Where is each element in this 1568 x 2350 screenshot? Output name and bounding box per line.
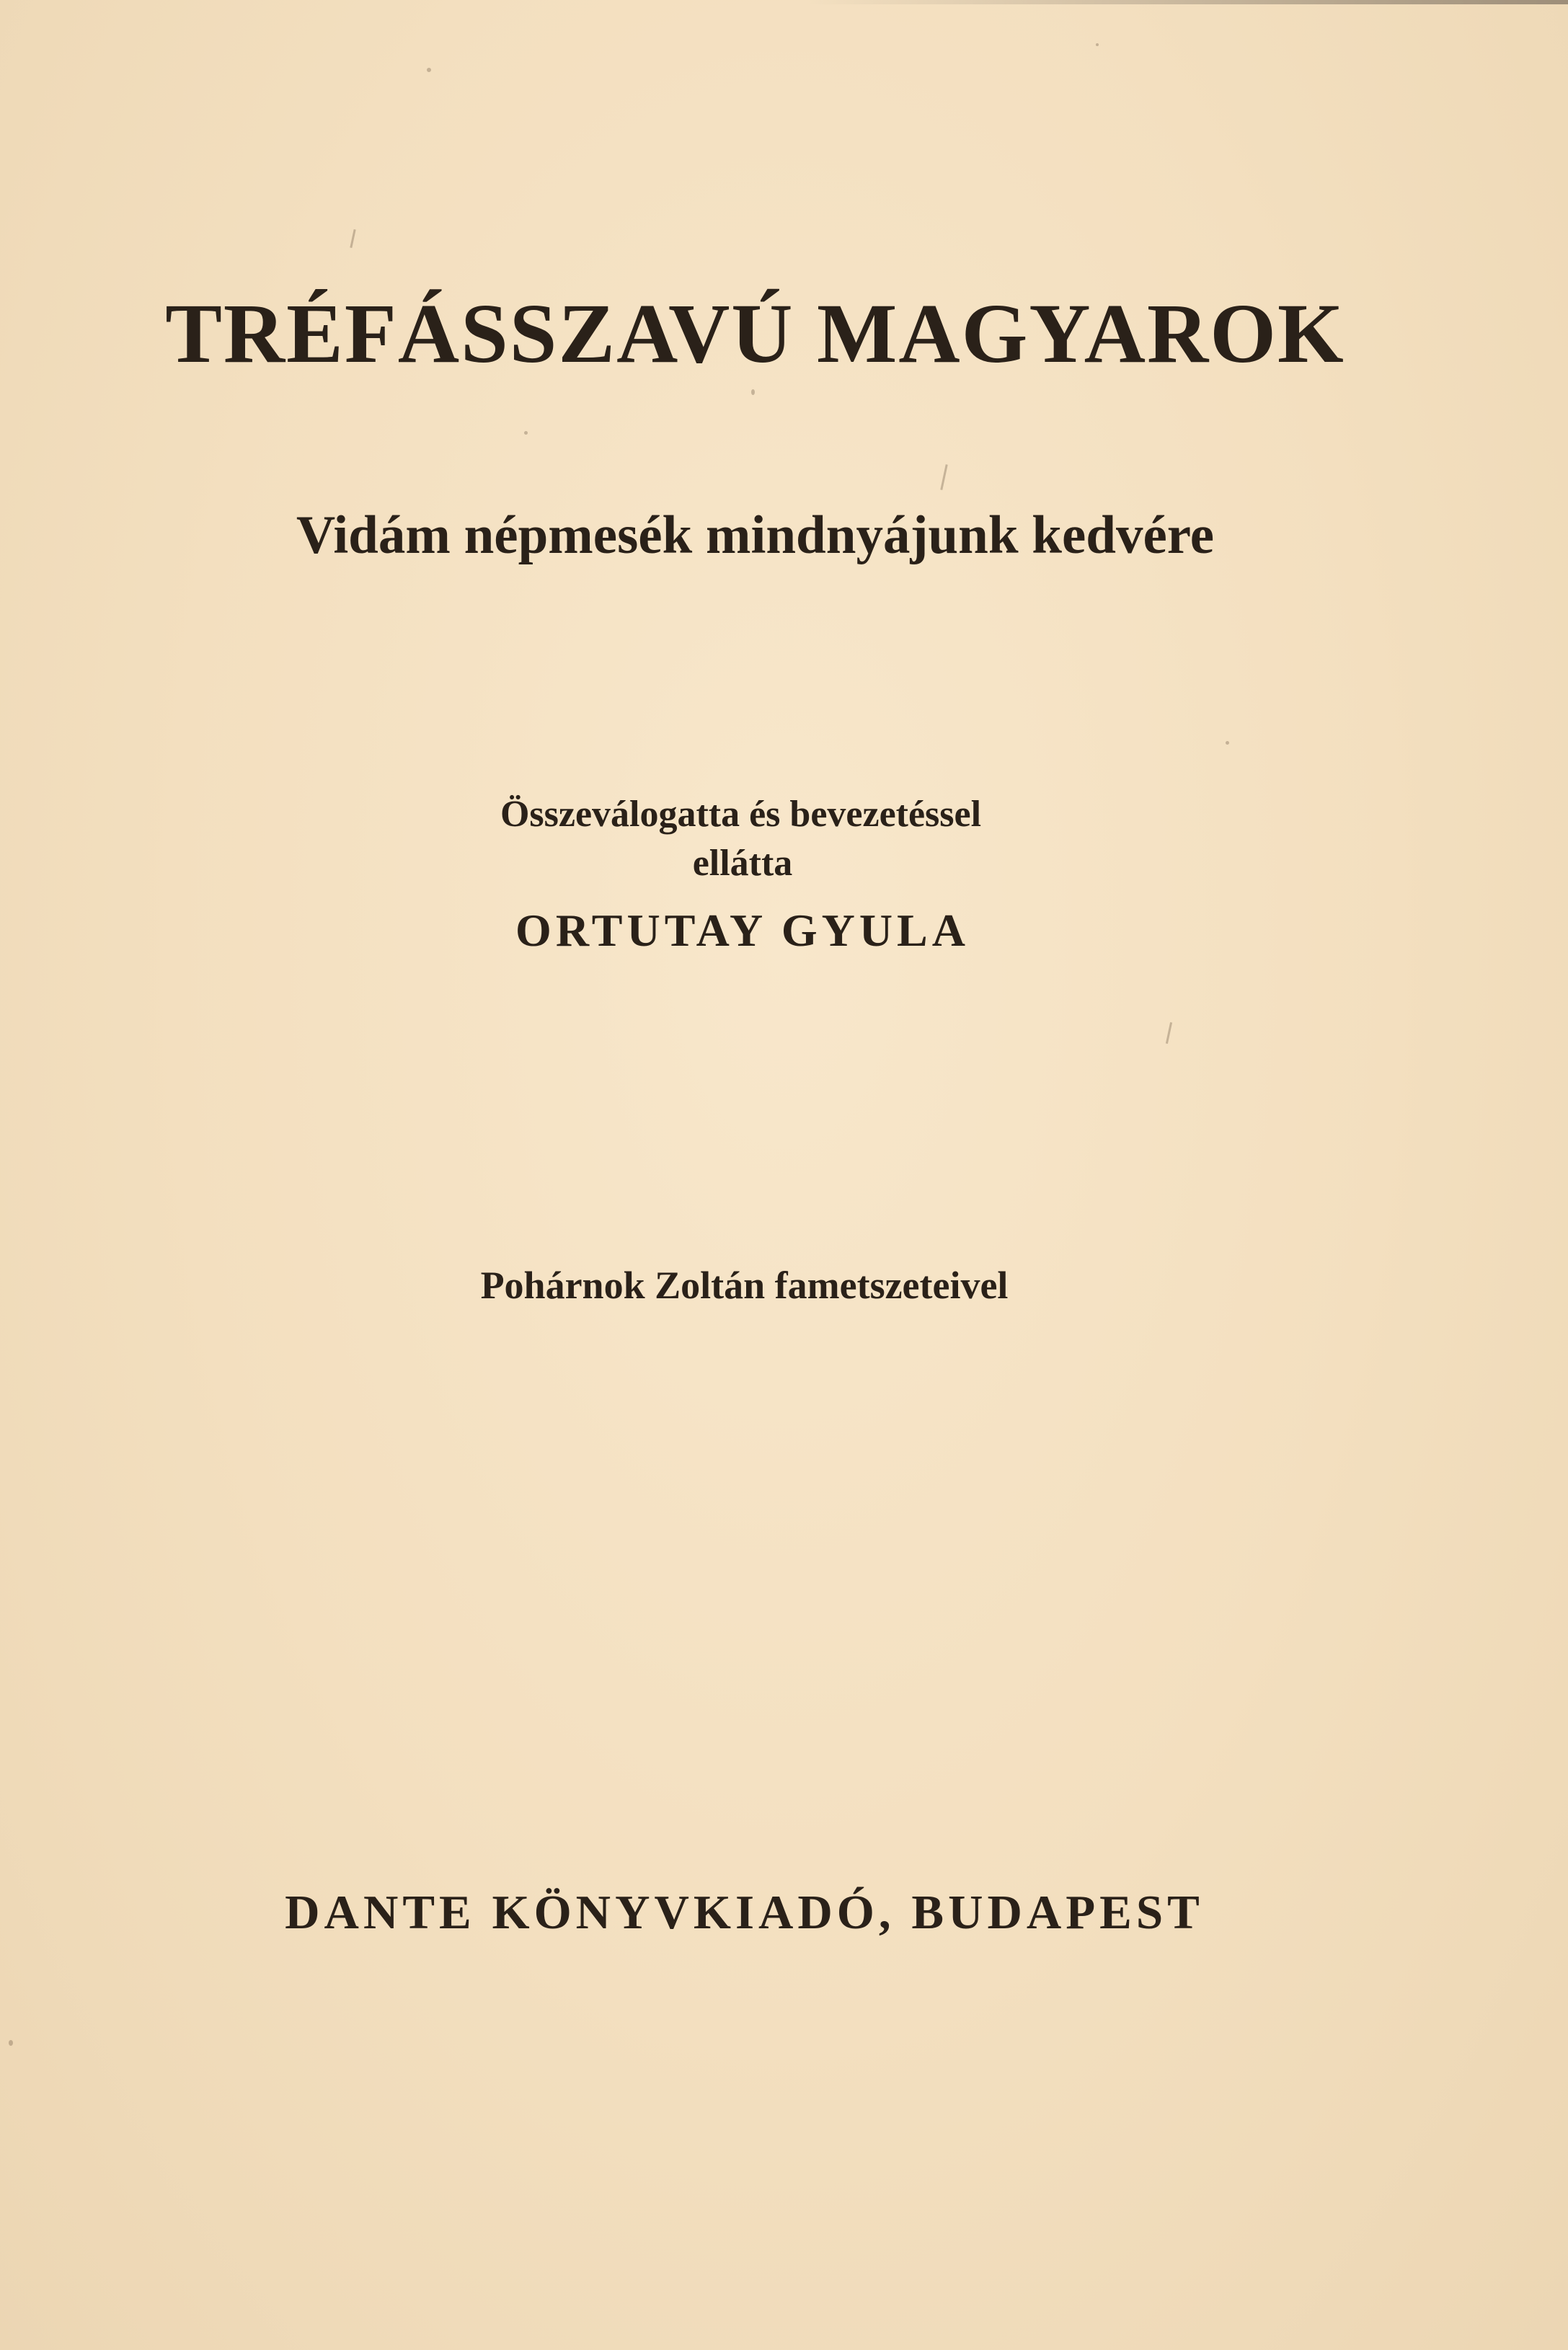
- paper-mark: [350, 229, 355, 248]
- paper-speck: [1226, 741, 1229, 745]
- compiled-by-line-2: ellátta: [692, 843, 793, 884]
- book-subtitle: Vidám népmesék mindnyájunk kedvére: [296, 505, 1215, 565]
- paper-speck: [751, 389, 755, 395]
- book-title: TRÉFÁSSZAVÚ MAGYAROK: [165, 286, 1345, 381]
- paper-speck: [427, 68, 431, 72]
- page-edge-shadow: [807, 0, 1568, 4]
- paper-mark: [940, 464, 947, 490]
- paper-speck: [9, 2040, 13, 2046]
- illustrator-credit: Pohárnok Zoltán fametszeteivel: [480, 1264, 1009, 1307]
- paper-speck: [524, 431, 528, 435]
- paper-speck: [1096, 43, 1099, 46]
- publisher-imprint: DANTE KÖNYVKIADÓ, BUDAPEST: [285, 1886, 1204, 1939]
- paper-mark: [1166, 1022, 1172, 1044]
- compiled-by-line-1: Összeválogatta és bevezetéssel: [500, 794, 982, 835]
- editor-name: ORTUTAY GYULA: [515, 905, 970, 956]
